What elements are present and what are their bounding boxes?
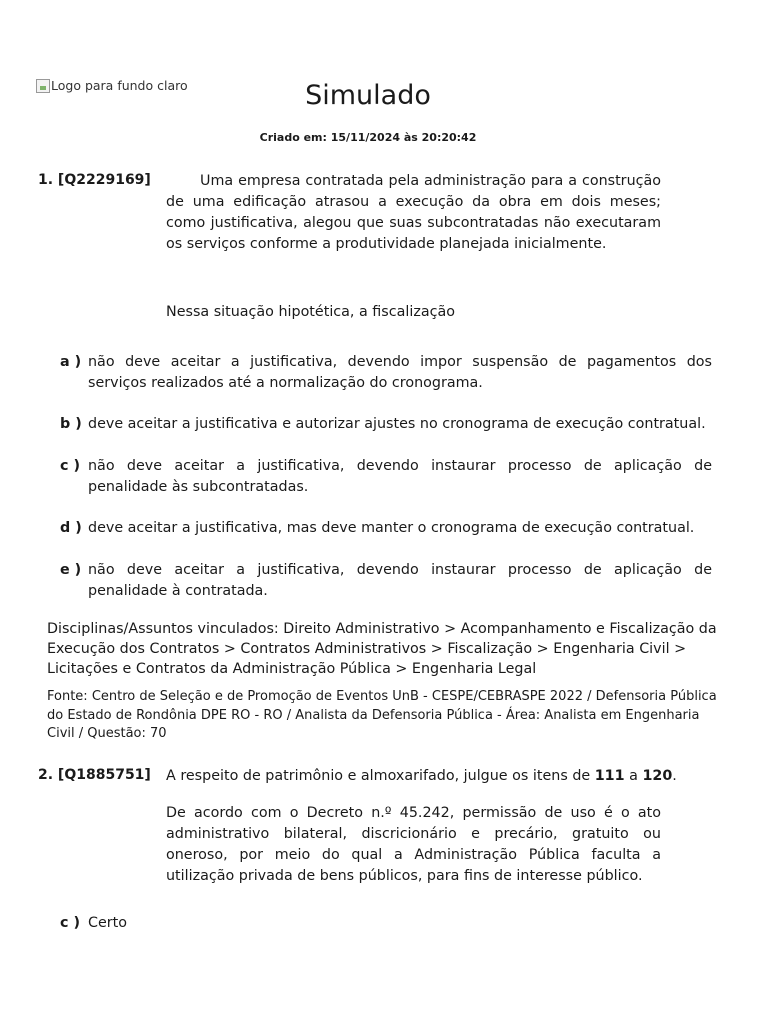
option-letter: b ) <box>60 416 82 432</box>
option-b[interactable] <box>60 414 712 435</box>
intro-from: 111 <box>594 768 625 784</box>
question-number: 2. [Q1885751] <box>38 767 151 783</box>
page-title: Simulado <box>305 80 431 111</box>
option-d[interactable] <box>60 518 712 539</box>
option-letter: c ) <box>60 915 80 931</box>
option-text: deve aceitar a justificativa, mas deve manter o cronograma de execução contratual. <box>88 520 695 536</box>
intro-suffix: . <box>672 768 677 784</box>
question-statement: De acordo com o Decreto n.º 45.242, permissão de uso é o ato administrativo bilateral, discricionário e precário, gratuito ou oneroso, por meio do qual a Administração Pública faculta a utilização privada de bens públicos, para fins de interesse público. <box>166 805 661 884</box>
option-text: não deve aceitar a justificativa, devendo impor suspensão de pagamentos dos serviços realizados até a normalização do cronograma. <box>88 354 712 391</box>
question-number: 1. [Q2229169] <box>38 172 151 188</box>
option-letter: a ) <box>60 354 82 370</box>
logo-alt-text: Logo para fundo claro <box>51 78 188 93</box>
disciplines-text: Disciplinas/Assuntos vinculados: Direito Administrativo > Acompanhamento e Fiscalização da Execução dos Contratos > Contratos Administrativos > Fiscalização > Engenharia Civil > Licitações e Contratos da Administração Pública > Engenharia Legal <box>47 621 717 677</box>
question-prompt: Nessa situação hipotética, a fiscalização <box>166 304 455 320</box>
option-text: deve aceitar a justificativa e autorizar ajustes no cronograma de execução contratual. <box>88 416 706 432</box>
source-text: Fonte: Centro de Seleção e de Promoção de Eventos UnB - CESPE/CEBRASPE 2022 / Defensoria Pública do Estado de Rondônia DPE RO - RO / Analista da Defensoria Pública - Área: Analista em Engenharia Civil / Questão: 70 <box>47 689 717 741</box>
option-c[interactable] <box>60 913 712 934</box>
question-intro <box>166 768 677 784</box>
option-letter: c ) <box>60 458 80 474</box>
option-e[interactable] <box>60 560 712 602</box>
option-text: não deve aceitar a justificativa, devendo instaurar processo de aplicação de penalidade à contratada. <box>88 562 712 599</box>
intro-prefix: A respeito de patrimônio e almoxarifado, julgue os itens de <box>166 768 591 784</box>
option-letter: d ) <box>60 520 82 536</box>
option-a[interactable] <box>60 352 712 394</box>
intro-mid: a <box>629 768 638 784</box>
intro-to: 120 <box>642 768 673 784</box>
option-c[interactable] <box>60 456 712 498</box>
option-text: não deve aceitar a justificativa, devendo instaurar processo de aplicação de penalidade às subcontratadas. <box>88 458 712 495</box>
created-timestamp: Criado em: 15/11/2024 às 20:20:42 <box>259 131 477 144</box>
option-letter: e ) <box>60 562 82 578</box>
option-text: Certo <box>88 915 128 931</box>
question-statement: Uma empresa contratada pela administração para a construção de uma edificação atrasou a execução da obra em dois meses; como justificativa, alegou que suas subcontratadas não executaram os serviços conforme a produtividade planejada inicialmente. <box>166 173 661 252</box>
